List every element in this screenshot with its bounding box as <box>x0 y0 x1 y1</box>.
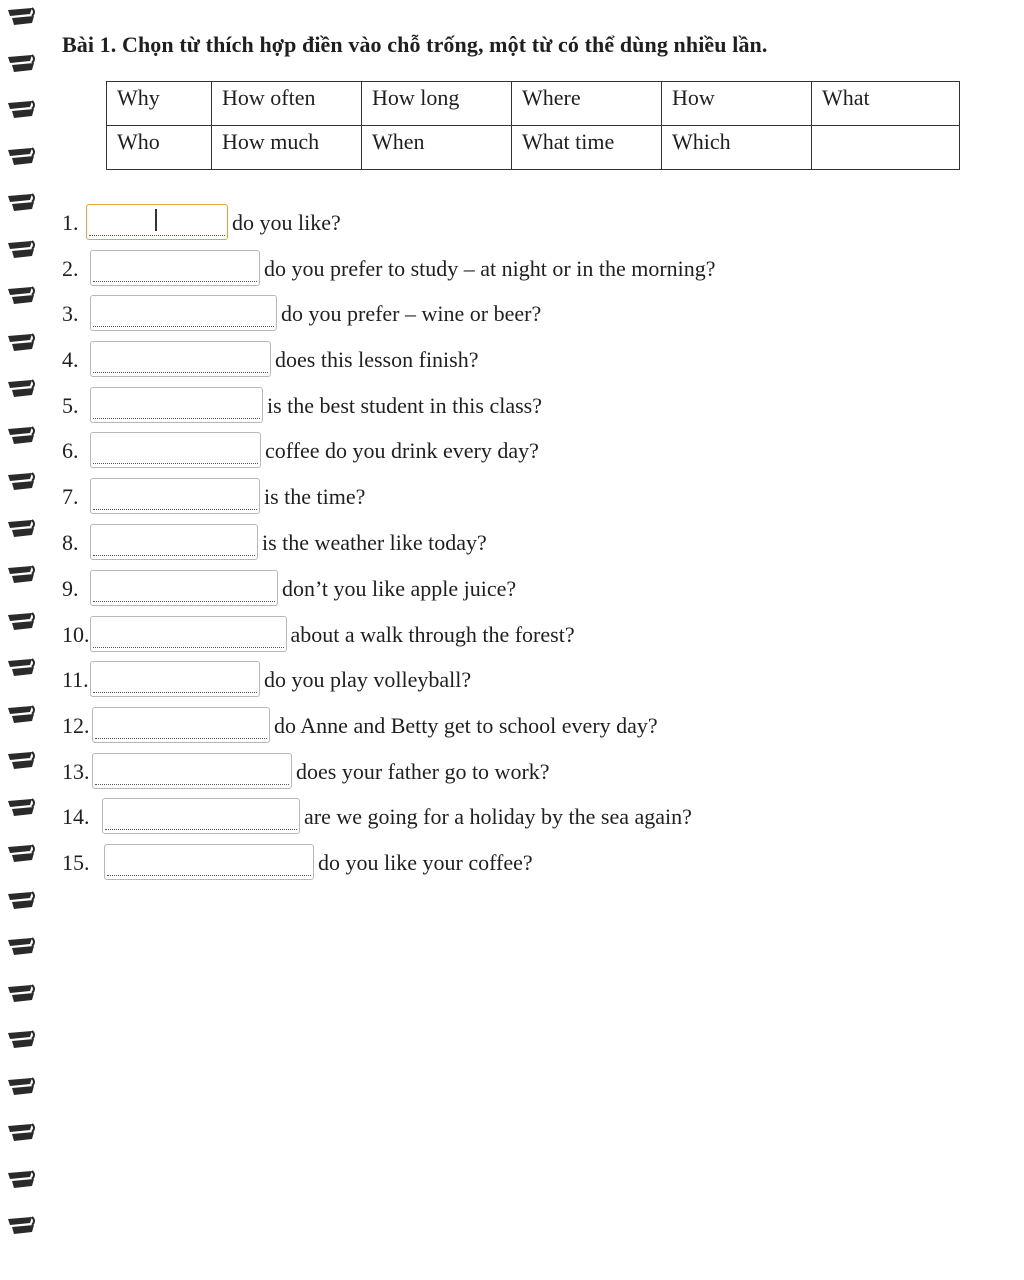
question-item <box>62 790 692 830</box>
binding-coil-icon <box>6 936 36 958</box>
answer-input[interactable] <box>92 753 292 789</box>
question-number: 1. <box>62 210 79 235</box>
question-number: 15. <box>62 850 90 875</box>
question-text: do you like your coffee? <box>318 850 533 875</box>
binding-coil-icon <box>6 6 36 28</box>
answer-input[interactable] <box>90 250 260 286</box>
binding-coil-icon <box>6 518 36 540</box>
binding-coil-icon <box>6 890 36 912</box>
answer-input[interactable] <box>90 432 261 468</box>
word-bank-table <box>106 81 960 170</box>
question-text: does your father go to work? <box>296 759 550 784</box>
binding-coil-icon <box>6 611 36 633</box>
answer-input[interactable] <box>90 661 260 697</box>
answer-input[interactable] <box>90 616 287 652</box>
question-item <box>62 424 539 464</box>
word-bank-cell: When <box>362 126 512 170</box>
question-item <box>62 745 550 785</box>
binding-coil-icon <box>6 146 36 168</box>
answer-input[interactable] <box>90 570 278 606</box>
question-item <box>62 516 487 556</box>
question-text: do you play volleyball? <box>264 667 472 692</box>
question-item <box>62 287 541 327</box>
question-number: 12. <box>62 713 90 738</box>
binding-coil-icon <box>6 239 36 261</box>
binding-coil-icon <box>6 425 36 447</box>
question-item <box>62 562 516 602</box>
answer-input[interactable] <box>102 798 300 834</box>
question-number: 2. <box>62 256 79 281</box>
question-number: 11. <box>62 667 89 692</box>
question-number: 10. <box>62 622 90 647</box>
question-text: about a walk through the forest? <box>290 622 575 647</box>
word-bank-row <box>107 126 960 170</box>
question-number: 8. <box>62 530 79 555</box>
question-item <box>62 608 575 648</box>
question-number: 4. <box>62 347 79 372</box>
word-bank-cell: Where <box>512 82 662 126</box>
binding-coil-icon <box>6 1122 36 1144</box>
word-bank-cell: Which <box>662 126 812 170</box>
question-text: are we going for a holiday by the sea again? <box>304 804 692 829</box>
word-bank-cell: Why <box>107 82 212 126</box>
answer-input[interactable] <box>90 478 260 514</box>
question-text: is the best student in this class? <box>267 393 542 418</box>
question-number: 9. <box>62 576 79 601</box>
word-bank-cell: What time <box>512 126 662 170</box>
binding-coil-icon <box>6 332 36 354</box>
binding-coil-icon <box>6 53 36 75</box>
binding-coil-icon <box>6 1215 36 1237</box>
binding-coil-icon <box>6 378 36 400</box>
binding-coil-icon <box>6 704 36 726</box>
answer-input[interactable] <box>90 387 263 423</box>
question-text: is the weather like today? <box>262 530 487 555</box>
question-number: 5. <box>62 393 79 418</box>
question-number: 14. <box>62 804 90 829</box>
binding-coil-icon <box>6 1169 36 1191</box>
question-text: coffee do you drink every day? <box>265 438 539 463</box>
word-bank-cell: How <box>662 82 812 126</box>
word-bank-cell: What <box>812 82 960 126</box>
question-item <box>62 470 365 510</box>
word-bank-cell: Who <box>107 126 212 170</box>
word-bank-cell <box>812 126 960 170</box>
answer-input[interactable] <box>90 524 258 560</box>
answer-input[interactable] <box>90 341 271 377</box>
word-bank-cell: How often <box>212 82 362 126</box>
question-item <box>62 653 471 693</box>
binding-coil-icon <box>6 983 36 1005</box>
question-text: does this lesson finish? <box>275 347 479 372</box>
text-caret <box>155 209 157 231</box>
question-text: is the time? <box>264 484 366 509</box>
binding-coil-icon <box>6 99 36 121</box>
spiral-binding <box>0 0 48 1280</box>
binding-coil-icon <box>6 564 36 586</box>
question-text: do you like? <box>232 210 341 235</box>
exercise-title: Bài 1. Chọn từ thích hợp điền vào chỗ trống, một từ có thể dùng nhiều lần. <box>62 32 768 57</box>
answer-input[interactable] <box>104 844 314 880</box>
question-item <box>62 379 542 419</box>
question-item <box>62 333 479 373</box>
question-number: 13. <box>62 759 90 784</box>
answer-input[interactable] <box>92 707 270 743</box>
binding-coil-icon <box>6 1029 36 1051</box>
question-text: do Anne and Betty get to school every day? <box>274 713 658 738</box>
question-number: 6. <box>62 438 79 463</box>
word-bank-cell: How much <box>212 126 362 170</box>
binding-coil-icon <box>6 750 36 772</box>
binding-coil-icon <box>6 1076 36 1098</box>
question-item <box>62 196 341 236</box>
question-text: do you prefer to study – at night or in the morning? <box>264 256 716 281</box>
question-item <box>62 242 716 282</box>
binding-coil-icon <box>6 471 36 493</box>
question-number: 3. <box>62 301 79 326</box>
binding-coil-icon <box>6 285 36 307</box>
word-bank-row <box>107 82 960 126</box>
answer-input[interactable] <box>90 295 277 331</box>
answer-input[interactable] <box>86 204 228 240</box>
question-item <box>62 699 658 739</box>
binding-coil-icon <box>6 192 36 214</box>
binding-coil-icon <box>6 657 36 679</box>
binding-coil-icon <box>6 797 36 819</box>
question-number: 7. <box>62 484 79 509</box>
question-item <box>62 836 533 876</box>
binding-coil-icon <box>6 843 36 865</box>
question-text: don’t you like apple juice? <box>282 576 517 601</box>
word-bank-cell: How long <box>362 82 512 126</box>
question-text: do you prefer – wine or beer? <box>281 301 542 326</box>
